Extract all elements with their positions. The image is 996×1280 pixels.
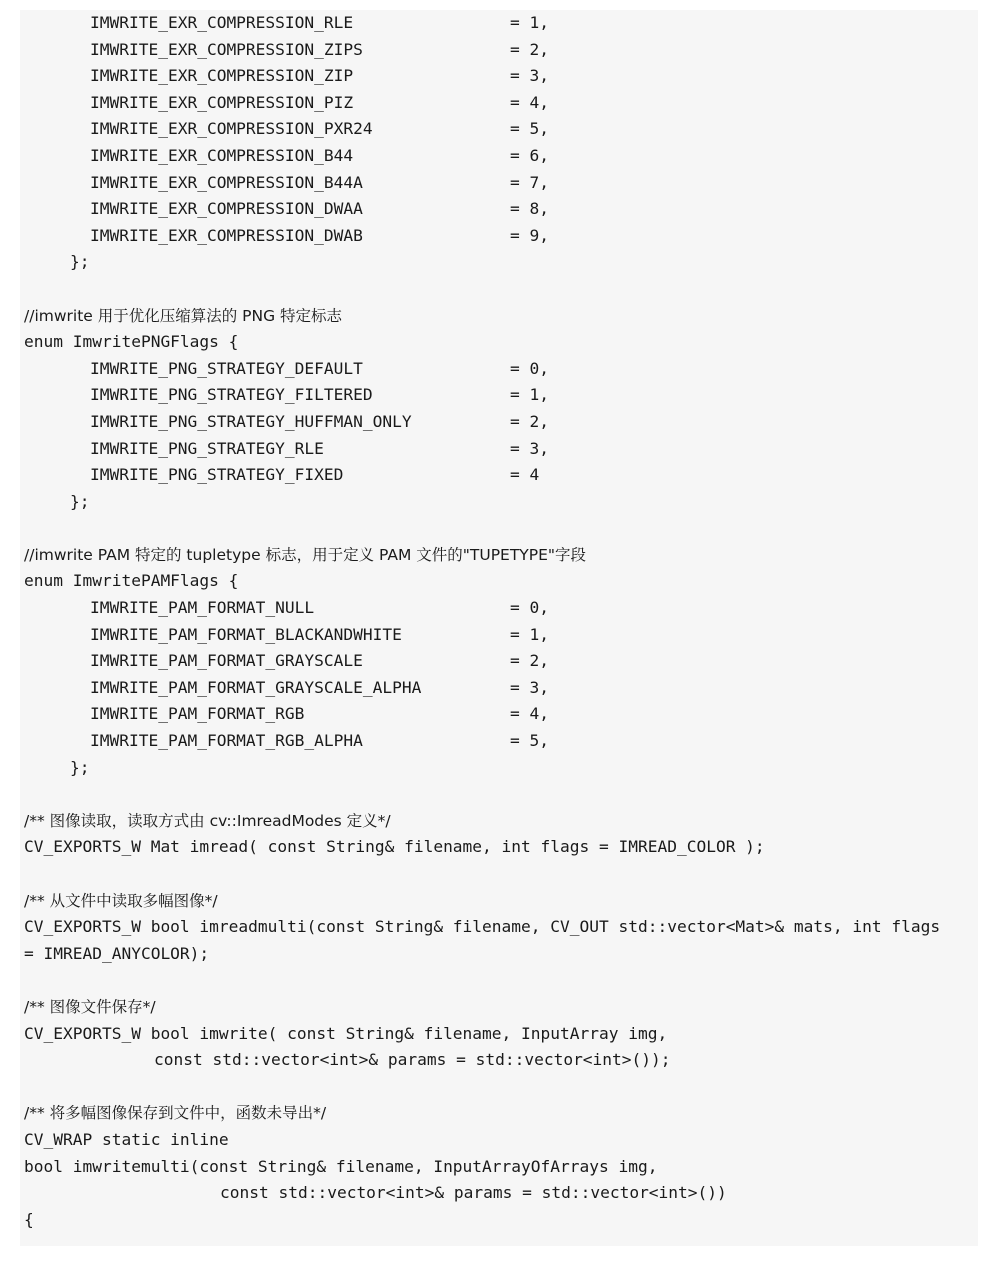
code-comment: //imwrite PAM 特定的 tupletype 标志，用于定义 PAM 文件的"TUPETYPE"字段: [24, 545, 587, 564]
code-line: IMWRITE_PNG_STRATEGY_RLE = 3,: [90, 438, 549, 458]
close-brace: };: [70, 252, 90, 272]
enum-declaration: enum ImwritePNGFlags {: [24, 332, 239, 352]
function-signature: CV_EXPORTS_W Mat imread( const String& filename, int flags = IMREAD_COLOR );: [24, 837, 765, 857]
function-signature-continued: = IMREAD_ANYCOLOR);: [24, 943, 210, 963]
blank-line: [24, 515, 978, 542]
enum-declaration: enum ImwritePAMFlags {: [24, 571, 239, 591]
code-line: IMWRITE_EXR_COMPRESSION_B44 = 6,: [90, 145, 549, 165]
code-line: IMWRITE_PNG_STRATEGY_FILTERED = 1,: [90, 385, 549, 405]
blank-line: [24, 1074, 978, 1101]
close-brace: };: [70, 491, 90, 511]
code-line: IMWRITE_PAM_FORMAT_GRAYSCALE_ALPHA = 3,: [90, 677, 549, 697]
function-signature: bool imwritemulti(const String& filename, InputArrayOfArrays img,: [24, 1156, 658, 1176]
code-line: IMWRITE_PAM_FORMAT_NULL = 0,: [90, 598, 549, 618]
blank-line: [24, 276, 978, 303]
code-line: IMWRITE_PNG_STRATEGY_FIXED = 4: [90, 465, 540, 485]
code-line: IMWRITE_EXR_COMPRESSION_PXR24 = 5,: [90, 119, 549, 139]
code-line: IMWRITE_EXR_COMPRESSION_ZIPS = 2,: [90, 39, 549, 59]
function-signature-continued: const std::vector<int>& params = std::vector<int>());: [154, 1050, 671, 1070]
code-comment: //imwrite 用于优化压缩算法的 PNG 特定标志: [24, 306, 343, 325]
code-line: IMWRITE_PAM_FORMAT_RGB_ALPHA = 5,: [90, 731, 549, 751]
code-line: IMWRITE_PAM_FORMAT_RGB = 4,: [90, 704, 549, 724]
code-comment: /** 将多幅图像保存到文件中，函数未导出*/: [24, 1104, 327, 1123]
close-brace: };: [70, 757, 90, 777]
function-signature: CV_EXPORTS_W bool imreadmulti(const String& filename, CV_OUT std::vector<Mat>& mats, int flags: [24, 917, 941, 937]
code-line: IMWRITE_EXR_COMPRESSION_DWAB = 9,: [90, 225, 549, 245]
function-signature-continued: const std::vector<int>& params = std::vector<int>()): [220, 1183, 727, 1203]
blank-line: [24, 861, 978, 888]
open-brace: {: [24, 1209, 34, 1229]
code-line: IMWRITE_EXR_COMPRESSION_ZIP = 3,: [90, 66, 549, 86]
code-comment: /** 图像文件保存*/: [24, 997, 156, 1016]
function-signature: CV_EXPORTS_W bool imwrite( const String& filename, InputArray img,: [24, 1023, 668, 1043]
function-qualifiers: CV_WRAP static inline: [24, 1129, 229, 1149]
code-line: IMWRITE_PNG_STRATEGY_HUFFMAN_ONLY = 2,: [90, 411, 549, 431]
code-line: IMWRITE_EXR_COMPRESSION_B44A = 7,: [90, 172, 549, 192]
code-line: IMWRITE_EXR_COMPRESSION_PIZ = 4,: [90, 92, 549, 112]
code-line: IMWRITE_EXR_COMPRESSION_DWAA = 8,: [90, 199, 549, 219]
code-line: IMWRITE_PNG_STRATEGY_DEFAULT = 0,: [90, 358, 549, 378]
code-comment: /** 图像读取，读取方式由 cv::ImreadModes 定义*/: [24, 811, 391, 830]
code-line: IMWRITE_PAM_FORMAT_BLACKANDWHITE = 1,: [90, 624, 549, 644]
code-comment: /** 从文件中读取多幅图像*/: [24, 891, 218, 910]
code-line: IMWRITE_EXR_COMPRESSION_RLE = 1,: [90, 13, 549, 32]
blank-line: [24, 781, 978, 808]
code-line: IMWRITE_PAM_FORMAT_GRAYSCALE = 2,: [90, 651, 549, 671]
blank-line: [24, 967, 978, 994]
code-block: [20, 10, 978, 1246]
